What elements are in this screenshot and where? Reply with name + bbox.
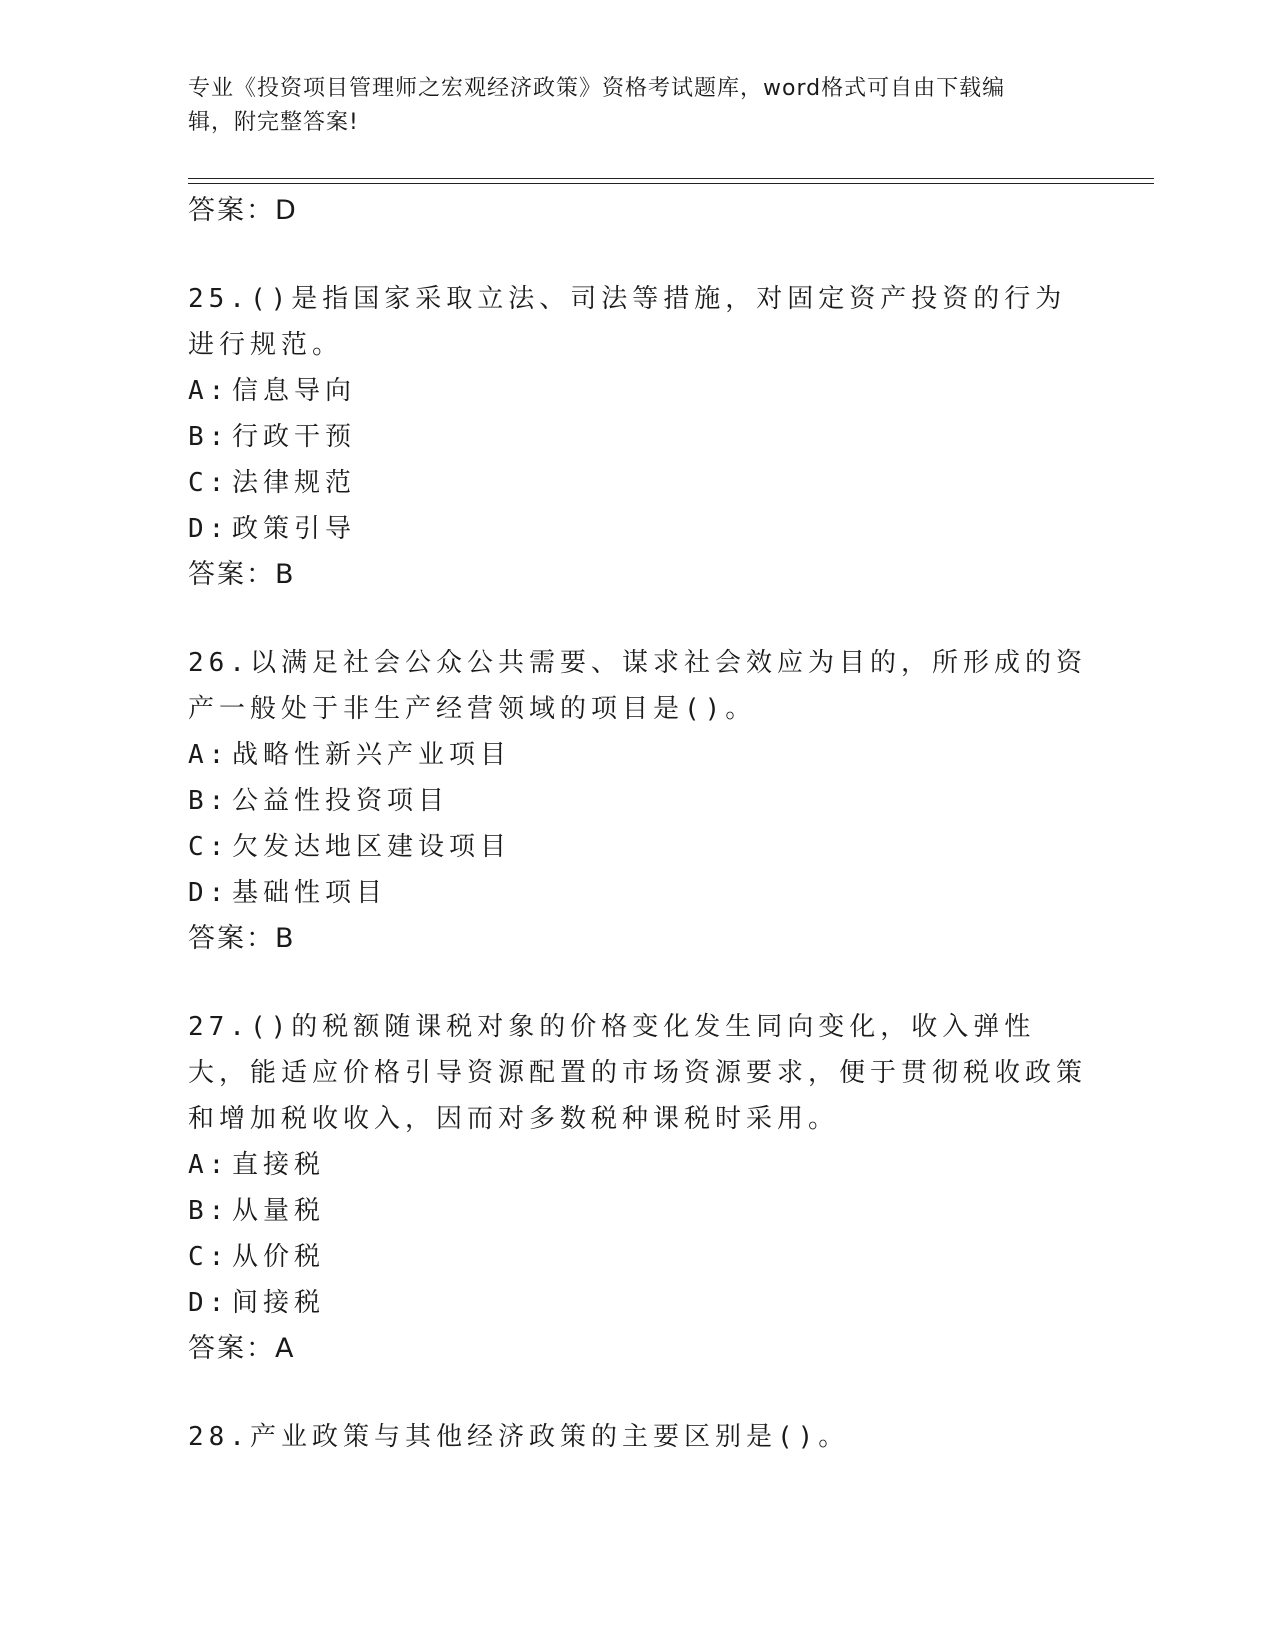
question-28	[188, 1414, 1088, 1460]
option-b	[188, 1188, 1088, 1234]
option-a	[188, 368, 1088, 414]
question-25	[188, 276, 1088, 598]
option-key: D:	[188, 514, 230, 544]
option-text: 行政干预	[232, 422, 357, 452]
header-divider-bottom	[188, 183, 1154, 184]
question-26	[188, 640, 1088, 962]
header-divider-top	[188, 178, 1154, 179]
option-d	[188, 1280, 1088, 1326]
question-text: 25.()是指国家采取立法、司法等措施，对固定资产投资的行为进行规范。	[188, 284, 1067, 360]
option-text: 基础性项目	[232, 878, 388, 908]
answer: 答案：A	[188, 1333, 296, 1364]
option-key: B:	[188, 422, 230, 452]
option-a	[188, 1142, 1088, 1188]
option-text: 法律规范	[232, 468, 357, 498]
option-text: 从价税	[232, 1242, 326, 1272]
option-d	[188, 506, 1088, 552]
answer-previous: 答案：D	[188, 195, 298, 226]
option-d	[188, 870, 1088, 916]
option-text: 战略性新兴产业项目	[232, 740, 512, 770]
option-text: 信息导向	[232, 376, 357, 406]
question-text: 27.()的税额随课税对象的价格变化发生同向变化，收入弹性大，能适应价格引导资源配置的市场资源要求，便于贯彻税收政策和增加税收收入，因而对多数税种课税时采用。	[188, 1012, 1088, 1134]
option-text: 从量税	[232, 1196, 326, 1226]
option-key: B:	[188, 786, 230, 816]
option-key: D:	[188, 878, 230, 908]
header-line-2: 辑，附完整答案!	[188, 110, 359, 135]
option-key: C:	[188, 832, 230, 862]
option-key: A:	[188, 740, 230, 770]
question-text: 28.产业政策与其他经济政策的主要区别是()。	[188, 1422, 850, 1452]
option-key: B:	[188, 1196, 230, 1226]
question-27	[188, 1004, 1088, 1372]
option-c	[188, 1234, 1088, 1280]
answer: 答案：B	[188, 923, 296, 954]
question-text: 26.以满足社会公众公共需要、谋求社会效应为目的，所形成的资产一般处于非生产经营领域的项目是()。	[188, 648, 1087, 724]
option-key: A:	[188, 1150, 230, 1180]
option-a	[188, 732, 1088, 778]
option-text: 欠发达地区建设项目	[232, 832, 512, 862]
option-text: 直接税	[232, 1150, 326, 1180]
option-b	[188, 778, 1088, 824]
document-header	[188, 72, 1068, 140]
option-text: 公益性投资项目	[232, 786, 450, 816]
option-c	[188, 460, 1088, 506]
option-text: 间接税	[232, 1288, 326, 1318]
option-b	[188, 414, 1088, 460]
question-list	[188, 188, 1088, 1460]
option-key: A:	[188, 376, 230, 406]
option-c	[188, 824, 1088, 870]
option-key: C:	[188, 1242, 230, 1272]
option-text: 政策引导	[232, 514, 357, 544]
answer: 答案：B	[188, 559, 296, 590]
option-key: C:	[188, 468, 230, 498]
option-key: D:	[188, 1288, 230, 1318]
header-line-1: 专业《投资项目管理师之宏观经济政策》资格考试题库，word格式可自由下载编	[188, 76, 1006, 101]
